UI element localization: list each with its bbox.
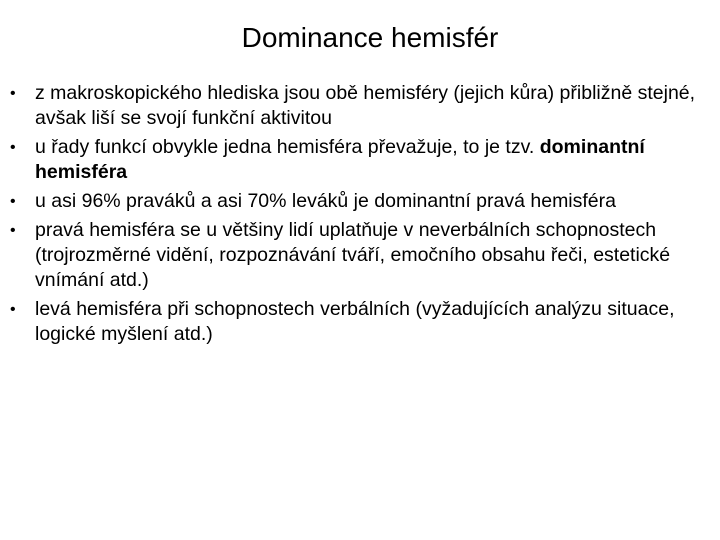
bullet-item — [10, 189, 700, 214]
bullet-icon: • — [10, 222, 16, 239]
bullet-text: pravá hemisféra se u většiny lidí uplatňuje v neverbálních schopnostech (trojrozměrné vidění, rozpoznávání tváří, emočního obsahu řeči, estetické vnímání atd.) — [35, 219, 671, 291]
bullet-item — [10, 81, 700, 131]
slide-title: Dominance hemisfér — [241, 22, 499, 53]
bullet-icon: • — [10, 85, 16, 102]
bullet-emphasis: dominantní hemisféra — [35, 136, 645, 183]
bullet-item — [10, 218, 700, 293]
bullet-icon: • — [10, 193, 16, 210]
bullet-text-wrapper — [35, 135, 700, 185]
bullet-text: u řady funkcí obvykle jedna hemisféra převažuje, to je tzv. — [35, 136, 540, 158]
bullet-icon: • — [10, 301, 16, 318]
bullet-item — [10, 135, 700, 185]
bullet-icon: • — [10, 139, 16, 156]
bullet-item — [10, 297, 700, 347]
bullet-text: z makroskopického hlediska jsou obě hemisféry (jejich kůra) přibližně stejné, avšak liší se svojí funkční aktivitou — [35, 82, 696, 129]
bullet-text: u asi 96% praváků a asi 70% leváků je dominantní pravá hemisféra — [35, 190, 616, 212]
bullet-text: levá hemisféra při schopnostech verbálních (vyžadujících analýzu situace, logické myšlení atd.) — [35, 298, 675, 345]
bullet-list — [10, 81, 700, 351]
